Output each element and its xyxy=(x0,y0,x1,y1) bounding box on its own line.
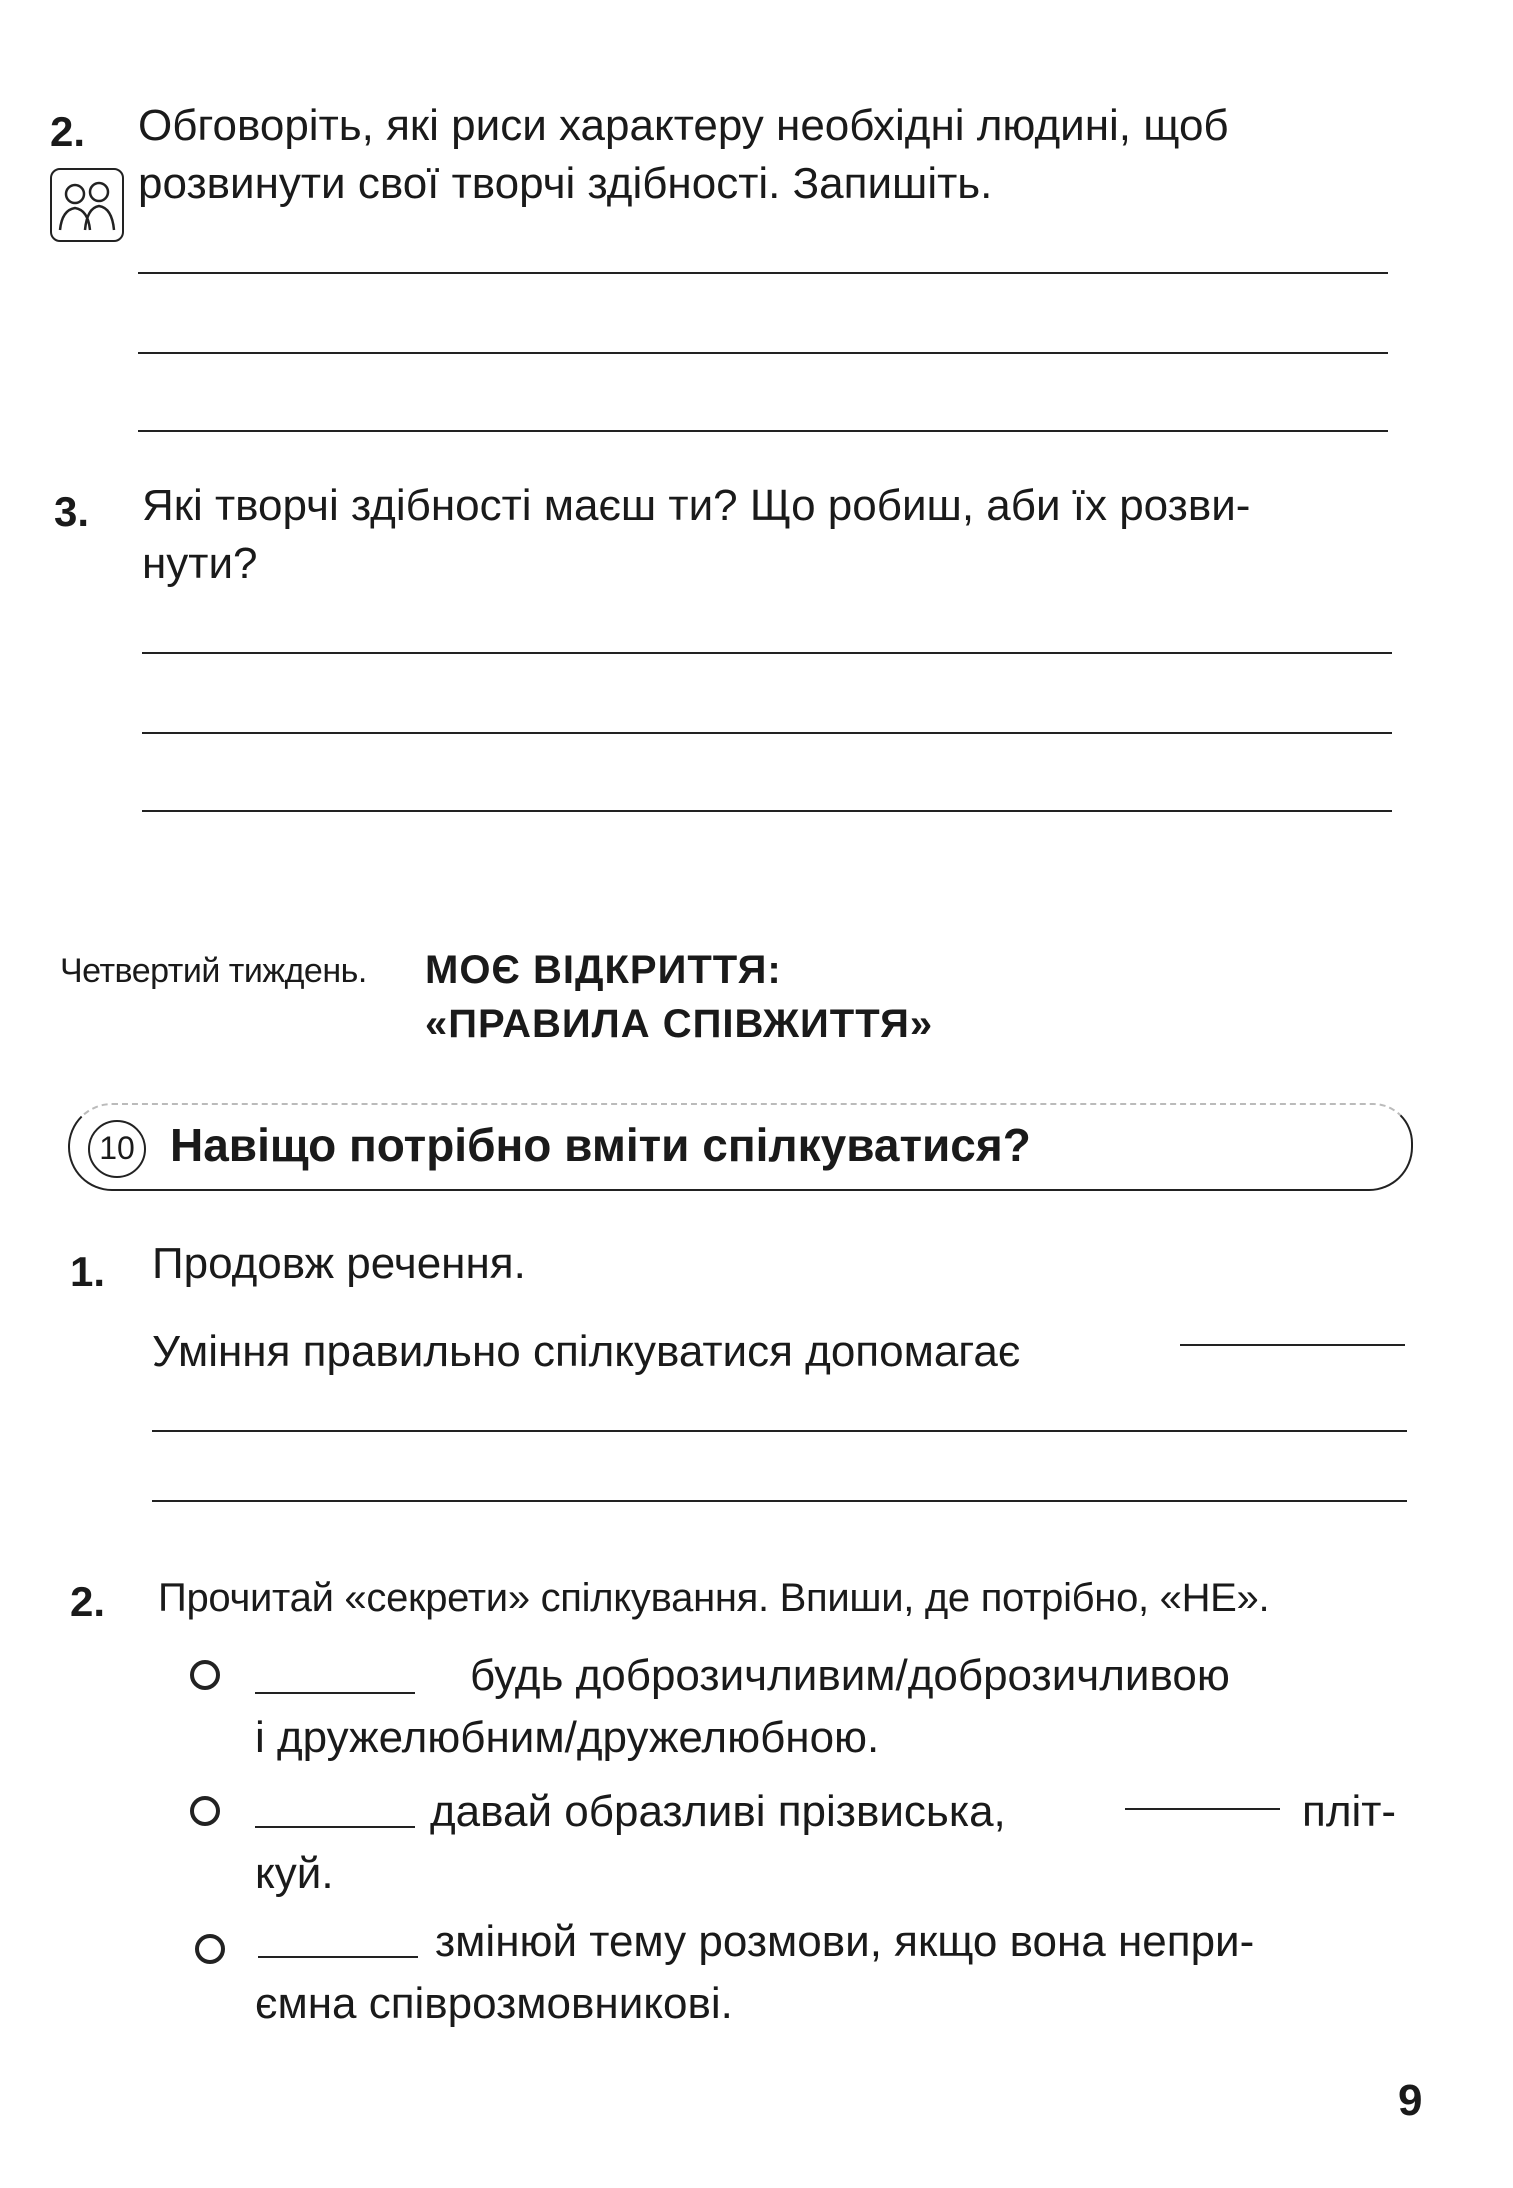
item-text: змінюй тему розмови, якщо вона непри- xyxy=(435,1917,1255,1966)
bullet-circle xyxy=(190,1660,220,1690)
answer-line[interactable] xyxy=(152,1430,1407,1432)
item-text-part: будь доброзичливим/доброзичливою xyxy=(470,1651,1230,1700)
item-text: куй. xyxy=(255,1849,334,1898)
exercise-instruction: Продовж речення. xyxy=(152,1239,526,1288)
week-title-line: МОЄ ВІДКРИТТЯ: xyxy=(425,948,782,992)
fill-blank[interactable] xyxy=(1125,1808,1280,1810)
exercise-number: 1. xyxy=(70,1248,106,1295)
sentence-start: Уміння правильно спілкуватися допомагає xyxy=(152,1327,1021,1376)
answer-line[interactable] xyxy=(138,352,1388,354)
task-text-line: нути? xyxy=(142,539,258,588)
answer-line[interactable] xyxy=(138,430,1388,432)
exercise-number: 2. xyxy=(70,1578,106,1625)
answer-line[interactable] xyxy=(142,652,1392,654)
page-number: 9 xyxy=(1398,2076,1423,2125)
item-text: і дружелюбним/дружелюбною. xyxy=(255,1713,880,1762)
answer-line[interactable] xyxy=(1180,1344,1405,1346)
task-text-line: Які творчі здібності маєш ти? Що робиш, аби їх розви- xyxy=(142,481,1251,530)
fill-blank[interactable] xyxy=(258,1956,418,1958)
lesson-title: Навіщо потрібно вміти спілкуватися? xyxy=(170,1119,1031,1171)
task-text-line: Обговоріть, які риси характеру необхідні людині, щоб xyxy=(138,101,1229,150)
answer-line[interactable] xyxy=(142,810,1392,812)
item-text: давай образливі прізвиська, xyxy=(430,1787,1006,1836)
answer-line[interactable] xyxy=(152,1500,1407,1502)
bullet-circle xyxy=(195,1934,225,1964)
lesson-number: 10 xyxy=(88,1120,146,1178)
bullet-circle xyxy=(190,1796,220,1826)
week-label: Четвертий тиждень. xyxy=(60,952,367,990)
item-text xyxy=(470,1644,1230,1708)
week-title-line: «ПРАВИЛА СПІВЖИТТЯ» xyxy=(425,1002,934,1046)
exercise-instruction: Прочитай «секрети» спілкування. Впиши, де потрібно, «НЕ». xyxy=(158,1576,1270,1620)
item-text: ємна співрозмовникові. xyxy=(255,1979,733,2028)
pair-work-icon xyxy=(50,168,124,242)
task-number: 3. xyxy=(54,488,90,535)
fill-blank[interactable] xyxy=(255,1692,415,1694)
task-number: 2. xyxy=(50,108,86,155)
item-text: пліт- xyxy=(1302,1787,1397,1836)
answer-line[interactable] xyxy=(138,272,1388,274)
answer-line[interactable] xyxy=(142,732,1392,734)
task-text-line: розвинути свої творчі здібності. Запишіть. xyxy=(138,159,993,208)
fill-blank[interactable] xyxy=(255,1826,415,1828)
